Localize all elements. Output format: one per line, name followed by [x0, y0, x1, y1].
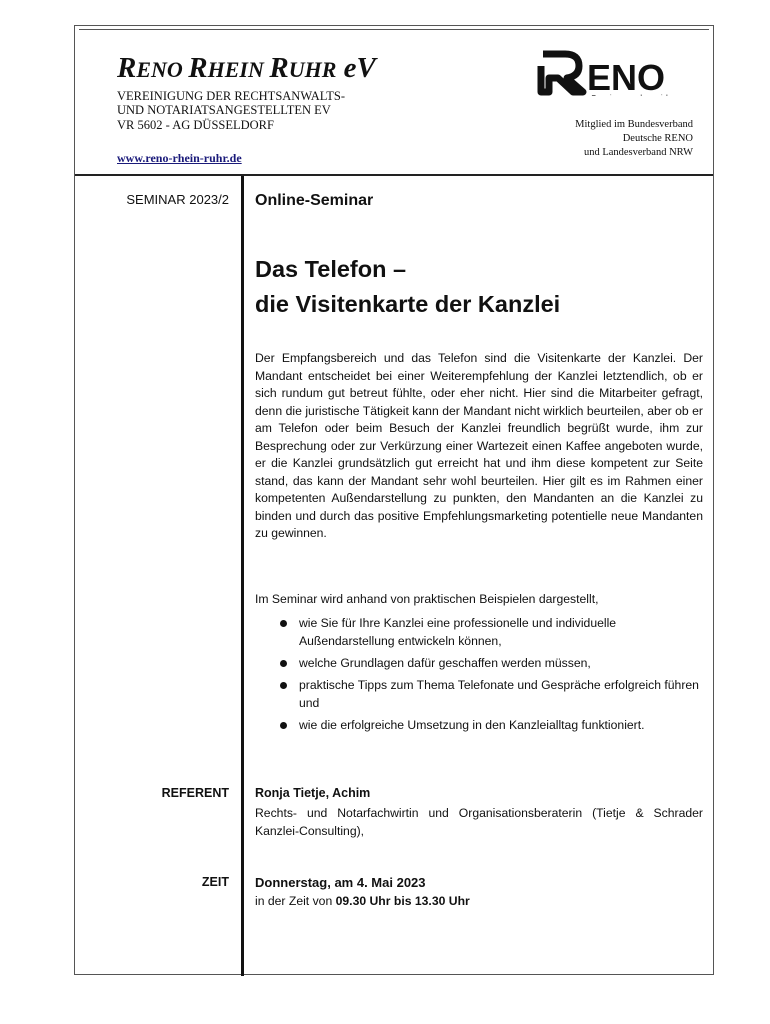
column-divider	[241, 176, 244, 976]
bullet-icon	[280, 722, 287, 729]
seminar-description: Der Empfangsbereich und das Telefon sind die Visitenkarte der Kanzlei. Der Mandant entscheidet bei einer Weiterempfehlung der Kanzlei letztendlich, ob er sich rundum gut betreut fühlte, oder eher nicht. Hier sind die Mitarbeiter gefragt, denn die juristische Tätigkeit kann der Mandant nicht wirklich beurteilen, aber ob er am Telefon oder beim Besuch der Kanzlei freundlich begrüßt wurde, ihm zur Besprechung oder zur Verkürzung einer Wartezeit einen Kaffee angeboten wurde, er die Kanzlei grundsätzlich gut erreicht hat und ihm diese kompetent zur Seite stand, das kann der Mandant sehr wohl beurteilen. Hier gilt es im Rahmen einer kompetenten Außendarstellung zu punkten, den Mandanten an die Kanzlei zu binden und durch das positive Empfehlungsmarketing potentielle neue Mandanten zu gewinnen.	[255, 351, 703, 540]
zeit-label: ZEIT	[201, 875, 229, 889]
referent-description: Rechts- und Notarfachwirtin und Organisationsberaterin (Tietje & Schrader Kanzlei-Consulting),	[255, 806, 703, 838]
organization-line-3: VR 5602 - AG DÜSSELDORF	[117, 118, 274, 132]
bullet-icon	[280, 620, 287, 627]
header-rule	[79, 29, 709, 30]
list-item: wie die erfolgreiche Umsetzung in den Kanzleialltag funktioniert.	[279, 716, 709, 734]
organization-line-1: VEREINIGUNG DER RECHTSANWALTS-	[117, 89, 346, 103]
reno-logo	[529, 50, 695, 96]
membership-note: Mitglied im Bundesverband Deutsche RENO und Landesverband NRW	[575, 119, 693, 158]
website-link[interactable]: www.reno-rhein-ruhr.de	[117, 151, 242, 165]
seminar-number: SEMINAR 2023/2	[126, 192, 229, 207]
list-item: wie Sie für Ihre Kanzlei eine professionelle und individuelle Außendarstellung entwickeln können,	[279, 614, 709, 650]
seminar-time: in der Zeit von 09.30 Uhr bis 13.30 Uhr	[255, 894, 470, 908]
organization-name: RENO RHEIN RUHR eV	[117, 52, 376, 84]
seminar-topics	[279, 614, 709, 738]
seminar-flyer	[74, 25, 714, 975]
referent-name: Ronja Tietje, Achim	[255, 786, 371, 800]
referent-label: REFERENT	[161, 786, 229, 800]
bullet-icon	[280, 682, 287, 689]
organization-line-2: UND NOTARIATSANGESTELLTEN EV	[117, 103, 331, 117]
logo-wordmark: ENO	[587, 57, 666, 96]
logo-tagline	[591, 95, 678, 96]
list-item: welche Grundlagen dafür geschaffen werden müssen,	[279, 654, 709, 672]
seminar-title: Das Telefon – die Visitenkarte der Kanzlei	[255, 256, 561, 317]
seminar-type: Online-Seminar	[255, 192, 374, 209]
letterhead	[75, 26, 713, 176]
seminar-intro: Im Seminar wird anhand von praktischen Beispielen dargestellt,	[255, 592, 599, 606]
seminar-date: Donnerstag, am 4. Mai 2023	[255, 875, 426, 890]
bullet-icon	[280, 660, 287, 667]
list-item: praktische Tipps zum Thema Telefonate und Gespräche erfolgreich führen und	[279, 676, 709, 712]
